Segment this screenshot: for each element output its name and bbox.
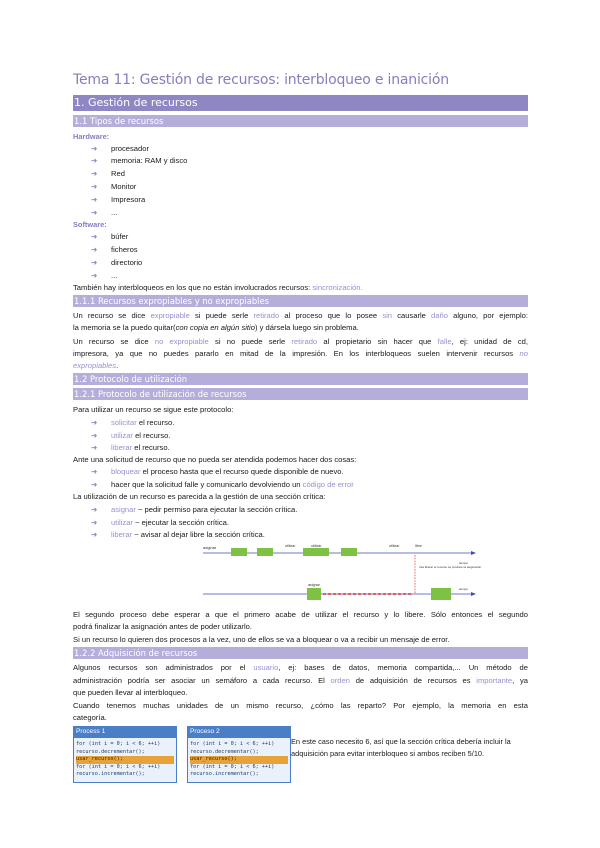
timeline-arrow-icon xyxy=(471,592,476,596)
paragraph-units-end: categoría. xyxy=(73,713,107,722)
code-line: recurso.incrementar(); xyxy=(76,771,145,778)
denied-intro: Ante una solicitud de recurso que no pueda ser atendida podemos hacer dos cosas: xyxy=(73,455,357,464)
code-line-highlighted: usar_recurso(); xyxy=(190,756,288,764)
subsection-heading-adquisicion: 1.2.2 Adquisición de recursos xyxy=(73,647,528,659)
arrow-icon: ➔ xyxy=(91,480,98,489)
software-label: Software: xyxy=(73,220,107,229)
code-line: recurso.incrementar(); xyxy=(190,771,259,778)
diagram-top-left-label: asignar xyxy=(203,545,217,550)
list-item: ➔ liberar el recurso. xyxy=(91,442,170,455)
list-item: ➔ utilizar el recurso. xyxy=(91,430,171,443)
code-box-title: Process 1 xyxy=(73,726,177,737)
code-explanation: En este caso necesito 6, así que la sección crítica debería incluir la adquisición para evitar interbloqueo si ambos reciben 5/10. xyxy=(291,737,511,759)
diagram-top-box-label: utilizar xyxy=(389,544,400,548)
arrow-icon: ➔ xyxy=(91,505,98,514)
arrow-icon: ➔ xyxy=(91,518,98,527)
process-1-block xyxy=(257,548,273,556)
list-item: ➔ ficheros xyxy=(91,244,138,257)
arrow-icon: ➔ xyxy=(91,169,98,178)
arrow-icon: ➔ xyxy=(91,144,98,153)
analogy-intro: La utilización de un recurso es parecida a la gestión de una sección crítica: xyxy=(73,492,326,501)
list-item: ➔ hacer que la solicitud falle y comunicarlo devolviendo un código de error xyxy=(91,479,354,492)
diagram-note: tras liberar el recurso se produce la asignación xyxy=(419,565,481,569)
code-box-body xyxy=(187,737,291,783)
paragraph-acquisition: Algunos recursos son administrados por el usuario, ej: bases de datos, memoria compartida,... Un método de xyxy=(73,663,528,672)
arrow-icon: ➔ xyxy=(91,182,98,191)
paragraph-second-process: El segundo proceso debe esperar a que el primero acabe de utilizar el recurso y lo libere. Sólo entonces el segundo xyxy=(73,610,528,619)
arrow-icon: ➔ xyxy=(91,156,98,165)
interlock-note: También hay interbloqueos en los que no están involucrados recursos: sincronización. xyxy=(73,283,363,292)
arrow-icon: ➔ xyxy=(91,443,98,452)
code-box-process-1 xyxy=(73,726,177,783)
code-line: for (int i = 0; i < 6; ++i) xyxy=(76,763,161,770)
subsection-heading-tipos: 1.1 Tipos de recursos xyxy=(73,115,528,127)
arrow-icon: ➔ xyxy=(91,232,98,241)
paragraph-no-expropiable: Un recurso se dice no expropiable si no puede serle retirado al propietario sin hacer que falle, ej: unidad de cd, xyxy=(73,337,528,346)
list-item: ➔ asignar ~ pedir permiso para ejecutar la sección crítica. xyxy=(91,504,297,517)
code-box-process-2 xyxy=(187,726,291,783)
paragraph-acquisition-cont: administración podría ser asociar un semáforo a cada recurso. El orden de adquisición de recursos es importante, ya xyxy=(73,676,528,685)
arrow-icon: ➔ xyxy=(91,418,98,427)
code-line: for (int i = 0; i < 6; ++i) xyxy=(76,741,161,747)
arrow-icon: ➔ xyxy=(91,195,98,204)
paragraph-no-expropiable-cont: impresora, ya que no puedes pararlo en mitad de la impresión. En los interbloqueos suelen intervenir recursos no xyxy=(73,349,528,358)
paragraph-second-process-cont: podrá finalizar la asignación antes de poder utilizarlo. xyxy=(73,622,252,631)
list-item: ➔ utilizar ~ ejecutar la sección crítica. xyxy=(91,517,229,530)
process-1-block xyxy=(341,548,357,556)
paragraph-expropiable-cont: la memoria se la puedo quitar(con copia en algún sitio) y dársela luego sin problema. xyxy=(73,323,359,332)
page-title: Tema 11: Gestión de recursos: interbloqueo e inanición xyxy=(73,72,449,88)
diagram-free-label: libre xyxy=(415,544,422,548)
paragraph-acquisition-end: que pueden llevar al interbloqueo. xyxy=(73,688,188,697)
subsection-heading-expropiables: 1.1.1 Recursos expropiables y no expropiables xyxy=(73,295,528,307)
section-heading-gestion: 1. Gestión de recursos xyxy=(73,95,528,111)
list-item: ➔ búfer xyxy=(91,231,128,244)
arrow-icon: ➔ xyxy=(91,258,98,267)
list-item: ➔ directorio xyxy=(91,257,142,270)
process-2-use-block xyxy=(431,588,451,600)
list-item: ➔ bloquear el proceso hasta que el recurso quede disponible de nuevo. xyxy=(91,466,344,479)
diagram-bottom-left-label: asignar xyxy=(308,583,320,587)
process-1-block xyxy=(231,548,247,556)
list-item: ➔ Monitor xyxy=(91,181,136,194)
timeline-arrow-icon xyxy=(471,551,476,555)
list-item: ➔ Impresora xyxy=(91,194,145,207)
code-line: recurso.decrementar(); xyxy=(190,748,259,755)
code-line-highlighted: usar_recurso(); xyxy=(76,756,174,764)
subsection-heading-protocolo: 1.2 Protocolo de utilización xyxy=(73,373,528,385)
process-2-request-block xyxy=(307,588,321,600)
subsection-heading-protocolo-utilizacion: 1.2.1 Protocolo de utilización de recursos xyxy=(73,388,528,400)
arrow-icon: ➔ xyxy=(91,271,98,280)
list-item: ➔ Red xyxy=(91,168,125,181)
list-item: ➔ solicitar el recurso. xyxy=(91,417,174,430)
code-box-body xyxy=(73,737,177,783)
diagram-top-box-label: utilizar xyxy=(285,544,296,548)
list-item: ➔ ... xyxy=(91,207,117,220)
arrow-icon: ➔ xyxy=(91,245,98,254)
arrow-icon: ➔ xyxy=(91,431,98,440)
code-box-title: Proceso 2 xyxy=(187,726,291,737)
diagram-time-label: tiempo xyxy=(459,561,469,565)
arrow-icon: ➔ xyxy=(91,467,98,476)
paragraph-expropiable: Un recurso se dice expropiable si puede serle retirado al proceso que lo posee sin causarle daño alguno, por ejemplo: xyxy=(73,311,528,320)
paragraph-units: Cuando tenemos muchas unidades de un mismo recurso, ¿cómo las reparto? Por ejemplo, la memoria en esta xyxy=(73,701,528,710)
list-item: ➔ ... xyxy=(91,270,117,283)
hardware-label: Hardware: xyxy=(73,132,110,141)
code-line: recurso.decrementar(); xyxy=(76,748,145,755)
arrow-icon: ➔ xyxy=(91,530,98,539)
code-line: for (int i = 0; i < 6; ++i) xyxy=(190,741,275,747)
resource-timeline-diagram xyxy=(201,542,481,608)
diagram-time-label: tiempo xyxy=(459,587,469,591)
diagram-top-box-label: utilizar xyxy=(311,544,322,548)
list-item: ➔ procesador xyxy=(91,143,149,156)
list-item: ➔ memoria: RAM y disco xyxy=(91,155,187,168)
arrow-icon: ➔ xyxy=(91,208,98,217)
process-1-block xyxy=(303,548,329,556)
list-item: ➔ liberar ~ avisar al dejar libre la sección crítica. xyxy=(91,529,265,542)
paragraph-two-processes: Si un recurso lo quieren dos procesos a la vez, uno de ellos se va a bloquear o va a recibir un mensaje de error. xyxy=(73,635,450,644)
paragraph-no-expropiable-end: expropiables. xyxy=(73,361,119,370)
protocol-intro: Para utilizar un recurso se sigue este protocolo: xyxy=(73,405,234,414)
code-line: for (int i = 0; i < 6; ++i) xyxy=(190,763,275,770)
